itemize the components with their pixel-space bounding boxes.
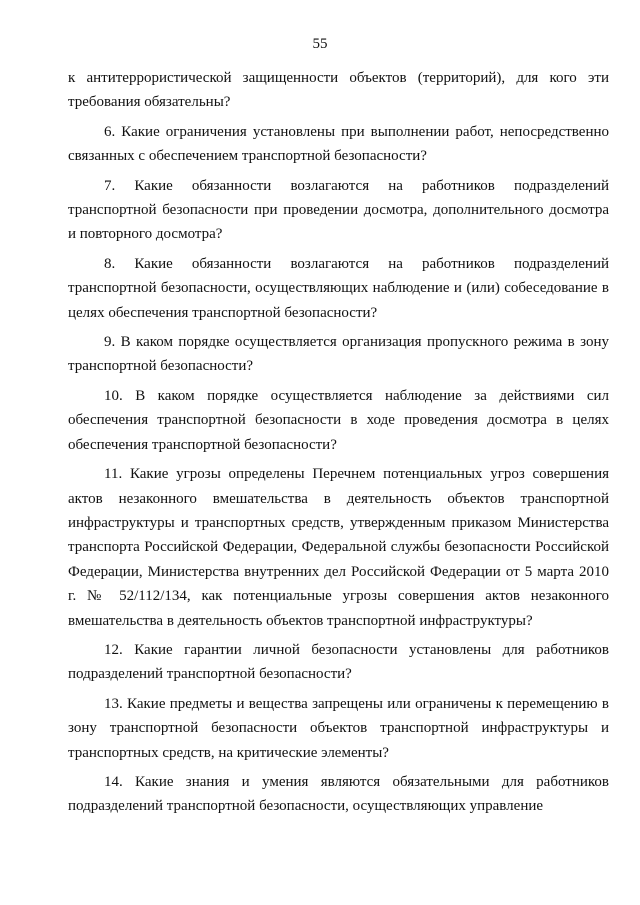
question-9: 9. В каком порядке осуществляется организация пропускного режима в зону транспортной безопасности? <box>68 334 609 375</box>
question-7: 7. Какие обязанности возлагаются на работников подразделений транспортной безопасности при проведении досмотра, дополнительного досмотра и повторного досмотра? <box>68 177 609 243</box>
question-13: 13. Какие предметы и вещества запрещены или ограничены к перемещению в зону транспортной безопасности объектов транспортной инфраструктуры и транспортных средств, на критические элементы? <box>68 695 609 761</box>
question-6: 6. Какие ограничения установлены при выполнении работ, непосредственно связанных с обеспечением транспортной безопасности? <box>68 123 609 165</box>
question-14: 14. Какие знания и умения являются обязательными для работников подразделений транспортной безопасности, осуществляющих управление <box>68 773 609 815</box>
page-number: 55 <box>312 36 328 52</box>
question-10: 10. В каком порядке осуществляется наблюдение за действиями сил обеспечения транспортной безопасности в ходе проведения досмотра в целях обеспечения транспортной безопасности? <box>68 387 609 453</box>
question-12: 12. Какие гарантии личной безопасности установлены для работников подразделений транспортной безопасности? <box>68 641 609 683</box>
paragraph-continuation: к антитеррористической защищенности объектов (территорий), для кого эти требования обязательны? <box>68 70 609 111</box>
question-11: 11. Какие угрозы определены Перечнем потенциальных угроз совершения актов незаконного вмешательства в деятельность объектов транспортной инфраструктуры и транспортных средств, утвержденным приказом Министерства транспорта Российской Федерации, Федеральной службы безопасности Российской Федерации, Министерства внутренних дел Российской Федерации от 5 марта 2010 г. № 52/112/134, как потенциальные угрозы совершения актов незаконного вмешательства в деятельность объектов транспортной инфраструктуры? <box>68 466 609 629</box>
question-8: 8. Какие обязанности возлагаются на работников подразделений транспортной безопасности, осуществляющих наблюдение и (или) собеседование в целях обеспечения транспортной безопасности? <box>68 255 609 321</box>
document-body <box>68 66 609 824</box>
